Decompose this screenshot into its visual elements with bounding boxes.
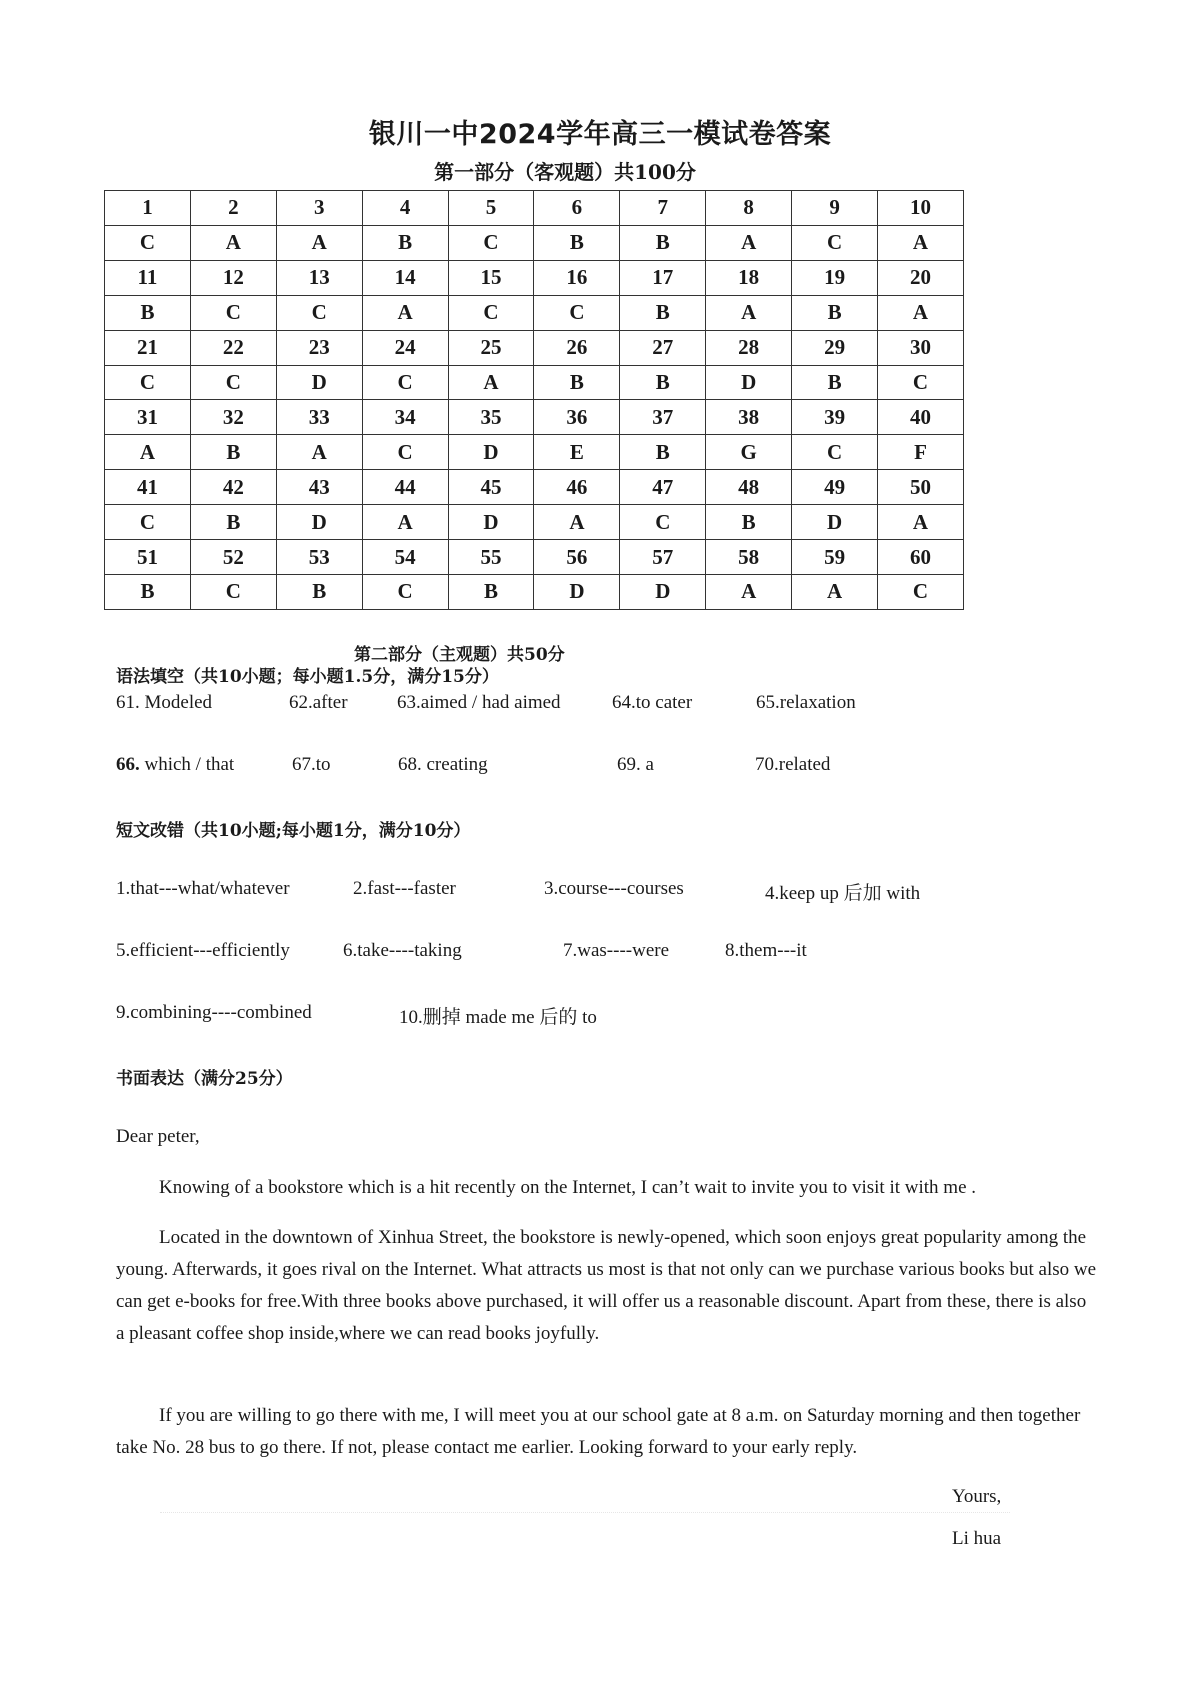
- answer-cell: A: [362, 295, 448, 330]
- answer-cell: C: [620, 505, 706, 540]
- question-number-cell: 55: [448, 540, 534, 575]
- answer-row: [105, 505, 964, 540]
- question-number-cell: 3: [276, 191, 362, 226]
- answer-cell: D: [448, 435, 534, 470]
- answer-table: [104, 190, 964, 610]
- answer-cell: C: [792, 435, 878, 470]
- question-number-cell: 38: [706, 400, 792, 435]
- question-number-cell: 58: [706, 540, 792, 575]
- question-number-cell: 50: [878, 470, 964, 505]
- answer-cell: B: [534, 225, 620, 260]
- question-number-cell: 60: [878, 540, 964, 575]
- correction-item: 8.them---it: [725, 940, 807, 961]
- question-number-row: [105, 400, 964, 435]
- answer-cell: C: [448, 295, 534, 330]
- grammar-answer: 70.related: [755, 754, 831, 775]
- answer-cell: D: [276, 505, 362, 540]
- question-number-cell: 40: [878, 400, 964, 435]
- answer-cell: D: [792, 505, 878, 540]
- answer-cell: B: [105, 295, 191, 330]
- question-number-cell: 33: [276, 400, 362, 435]
- grammar-answers-row-2: [0, 754, 1200, 780]
- question-number-cell: 5: [448, 191, 534, 226]
- answer-cell: C: [190, 365, 276, 400]
- writing-heading: 书面表达（满分25分）: [116, 1069, 293, 1089]
- question-number-cell: 35: [448, 400, 534, 435]
- answer-row: [105, 574, 964, 609]
- question-number-cell: 59: [792, 540, 878, 575]
- correction-row-2: [0, 940, 1200, 966]
- part1-heading: 第一部分（客观题）共100分: [434, 160, 696, 184]
- question-number-cell: 49: [792, 470, 878, 505]
- question-number-cell: 7: [620, 191, 706, 226]
- letter-paragraph-3: If you are willing to go there with me, I will meet you at our school gate at 8 a.m. on Saturday morning and then together take No. 28 bus to go there. If not, please contact me earlier. Looking forward to your early reply.: [116, 1405, 1081, 1458]
- answer-cell: D: [276, 365, 362, 400]
- question-number-cell: 13: [276, 260, 362, 295]
- answer-cell: D: [534, 574, 620, 609]
- answer-row: [105, 435, 964, 470]
- question-number-cell: 18: [706, 260, 792, 295]
- grammar-heading: 语法填空（共10小题；每小题1.5分，满分15分）: [116, 667, 499, 687]
- question-number-cell: 19: [792, 260, 878, 295]
- question-number-cell: 28: [706, 330, 792, 365]
- answer-cell: A: [534, 505, 620, 540]
- answer-cell: A: [448, 365, 534, 400]
- question-number-cell: 23: [276, 330, 362, 365]
- question-number-cell: 20: [878, 260, 964, 295]
- grammar-answer: 67.to: [292, 754, 331, 775]
- question-number-cell: 26: [534, 330, 620, 365]
- answer-text: which / that: [139, 754, 235, 775]
- correction-heading: 短文改错（共10小题;每小题1分，满分10分）: [116, 821, 471, 841]
- answer-cell: A: [105, 435, 191, 470]
- question-number-cell: 41: [105, 470, 191, 505]
- correction-item: 4.keep up 后加 with: [765, 883, 921, 904]
- question-number-cell: 15: [448, 260, 534, 295]
- correction-row-1: [0, 878, 1200, 904]
- grammar-answer: [116, 754, 234, 776]
- answer-cell: A: [878, 225, 964, 260]
- question-number-cell: 32: [190, 400, 276, 435]
- question-number-row: [105, 191, 964, 226]
- correction-item: 2.fast---faster: [353, 878, 456, 899]
- answer-cell: A: [276, 435, 362, 470]
- question-number-cell: 34: [362, 400, 448, 435]
- answer-cell: A: [706, 225, 792, 260]
- question-number-cell: 57: [620, 540, 706, 575]
- grammar-answer: 68. creating: [398, 754, 488, 775]
- question-number-cell: 1: [105, 191, 191, 226]
- answer-row: [105, 295, 964, 330]
- answer-cell: C: [362, 365, 448, 400]
- answer-cell: A: [706, 295, 792, 330]
- correction-item: 5.efficient---efficiently: [116, 940, 290, 961]
- question-number-cell: 51: [105, 540, 191, 575]
- question-number-cell: 30: [878, 330, 964, 365]
- answer-cell: B: [620, 365, 706, 400]
- part2-heading: 第二部分（主观题）共50分: [354, 645, 565, 665]
- question-number-cell: 48: [706, 470, 792, 505]
- divider: [160, 1512, 1010, 1513]
- answer-cell: B: [105, 574, 191, 609]
- question-number-cell: 27: [620, 330, 706, 365]
- answer-cell: C: [276, 295, 362, 330]
- question-number-row: [105, 540, 964, 575]
- grammar-answers-row-1: [0, 692, 1200, 718]
- question-number-cell: 29: [792, 330, 878, 365]
- answer-cell: B: [706, 505, 792, 540]
- answer-cell: B: [190, 505, 276, 540]
- question-number-cell: 43: [276, 470, 362, 505]
- answer-cell: B: [792, 365, 878, 400]
- answer-cell: C: [534, 295, 620, 330]
- question-number-cell: 39: [792, 400, 878, 435]
- grammar-answer: 69. a: [617, 754, 654, 775]
- question-number-cell: 31: [105, 400, 191, 435]
- answer-cell: E: [534, 435, 620, 470]
- question-number-row: [105, 260, 964, 295]
- answer-cell: B: [362, 225, 448, 260]
- question-number-row: [105, 330, 964, 365]
- question-number-cell: 42: [190, 470, 276, 505]
- question-number-cell: 16: [534, 260, 620, 295]
- answer-cell: A: [276, 225, 362, 260]
- grammar-answer: 63.aimed / had aimed: [397, 692, 561, 713]
- question-number-cell: 45: [448, 470, 534, 505]
- question-number-cell: 11: [105, 260, 191, 295]
- letter-closing: Yours,: [952, 1486, 1002, 1507]
- correction-item: 9.combining----combined: [116, 1002, 312, 1023]
- letter-salutation: Dear peter,: [116, 1126, 200, 1147]
- document-title: 银川一中2024学年高三一模试卷答案: [368, 119, 832, 150]
- answer-row: [105, 225, 964, 260]
- answer-cell: A: [362, 505, 448, 540]
- answer-cell: C: [448, 225, 534, 260]
- question-number-cell: 21: [105, 330, 191, 365]
- question-number-cell: 47: [620, 470, 706, 505]
- answer-number: 66.: [116, 754, 140, 775]
- answer-cell: B: [620, 435, 706, 470]
- question-number-cell: 53: [276, 540, 362, 575]
- answer-cell: C: [105, 365, 191, 400]
- question-number-cell: 25: [448, 330, 534, 365]
- correction-item: 3.course---courses: [544, 878, 684, 899]
- correction-item: 7.was----were: [563, 940, 670, 961]
- answer-cell: C: [878, 574, 964, 609]
- letter-paragraph-1: Knowing of a bookstore which is a hit recently on the Internet, I can’t wait to invite you to visit it with me .: [159, 1177, 977, 1198]
- answer-cell: A: [878, 505, 964, 540]
- answer-cell: F: [878, 435, 964, 470]
- question-number-cell: 12: [190, 260, 276, 295]
- letter-signature: Li hua: [952, 1528, 1002, 1549]
- answer-cell: C: [190, 295, 276, 330]
- question-number-cell: 52: [190, 540, 276, 575]
- question-number-cell: 9: [792, 191, 878, 226]
- letter-paragraph-2: Located in the downtown of Xinhua Street, the bookstore is newly-opened, which soon enjoys great popularity among the young. Afterwards, it goes rival on the Internet. What attracts us most is that not only can we purchase various books but also we can get e-books for free.With three books above purchased, it will offer us a reasonable discount. Apart from these, there is also a pleasant coffee shop inside,where we can read books joyfully.: [116, 1227, 1097, 1344]
- answer-cell: B: [534, 365, 620, 400]
- question-number-cell: 17: [620, 260, 706, 295]
- question-number-cell: 56: [534, 540, 620, 575]
- answer-cell: B: [620, 295, 706, 330]
- question-number-cell: 46: [534, 470, 620, 505]
- answer-cell: D: [448, 505, 534, 540]
- answer-cell: D: [706, 365, 792, 400]
- answer-cell: B: [448, 574, 534, 609]
- question-number-cell: 14: [362, 260, 448, 295]
- correction-item: 10.删掉 made me 后的 to: [399, 1007, 597, 1028]
- question-number-cell: 4: [362, 191, 448, 226]
- question-number-cell: 37: [620, 400, 706, 435]
- answer-cell: C: [792, 225, 878, 260]
- answer-cell: G: [706, 435, 792, 470]
- question-number-cell: 36: [534, 400, 620, 435]
- question-number-cell: 8: [706, 191, 792, 226]
- answer-cell: C: [878, 365, 964, 400]
- answer-cell: A: [190, 225, 276, 260]
- question-number-cell: 44: [362, 470, 448, 505]
- answer-cell: B: [190, 435, 276, 470]
- grammar-answer: 62.after: [289, 692, 348, 713]
- answer-cell: D: [620, 574, 706, 609]
- question-number-cell: 54: [362, 540, 448, 575]
- question-number-cell: 10: [878, 191, 964, 226]
- grammar-answer: 65.relaxation: [756, 692, 856, 713]
- answer-cell: C: [362, 574, 448, 609]
- answer-cell: C: [105, 505, 191, 540]
- correction-row-3: [0, 1002, 1200, 1028]
- correction-item: 1.that---what/whatever: [116, 878, 290, 899]
- grammar-answer: 61. Modeled: [116, 692, 213, 713]
- answer-cell: C: [190, 574, 276, 609]
- answer-cell: B: [276, 574, 362, 609]
- answer-cell: B: [620, 225, 706, 260]
- answer-cell: A: [878, 295, 964, 330]
- question-number-cell: 6: [534, 191, 620, 226]
- answer-cell: A: [792, 574, 878, 609]
- answer-cell: B: [792, 295, 878, 330]
- question-number-row: [105, 470, 964, 505]
- question-number-cell: 24: [362, 330, 448, 365]
- grammar-answer: 64.to cater: [612, 692, 693, 713]
- answer-cell: C: [362, 435, 448, 470]
- question-number-cell: 22: [190, 330, 276, 365]
- question-number-cell: 2: [190, 191, 276, 226]
- answer-cell: C: [105, 225, 191, 260]
- correction-item: 6.take----taking: [343, 940, 462, 961]
- answer-row: [105, 365, 964, 400]
- answer-cell: A: [706, 574, 792, 609]
